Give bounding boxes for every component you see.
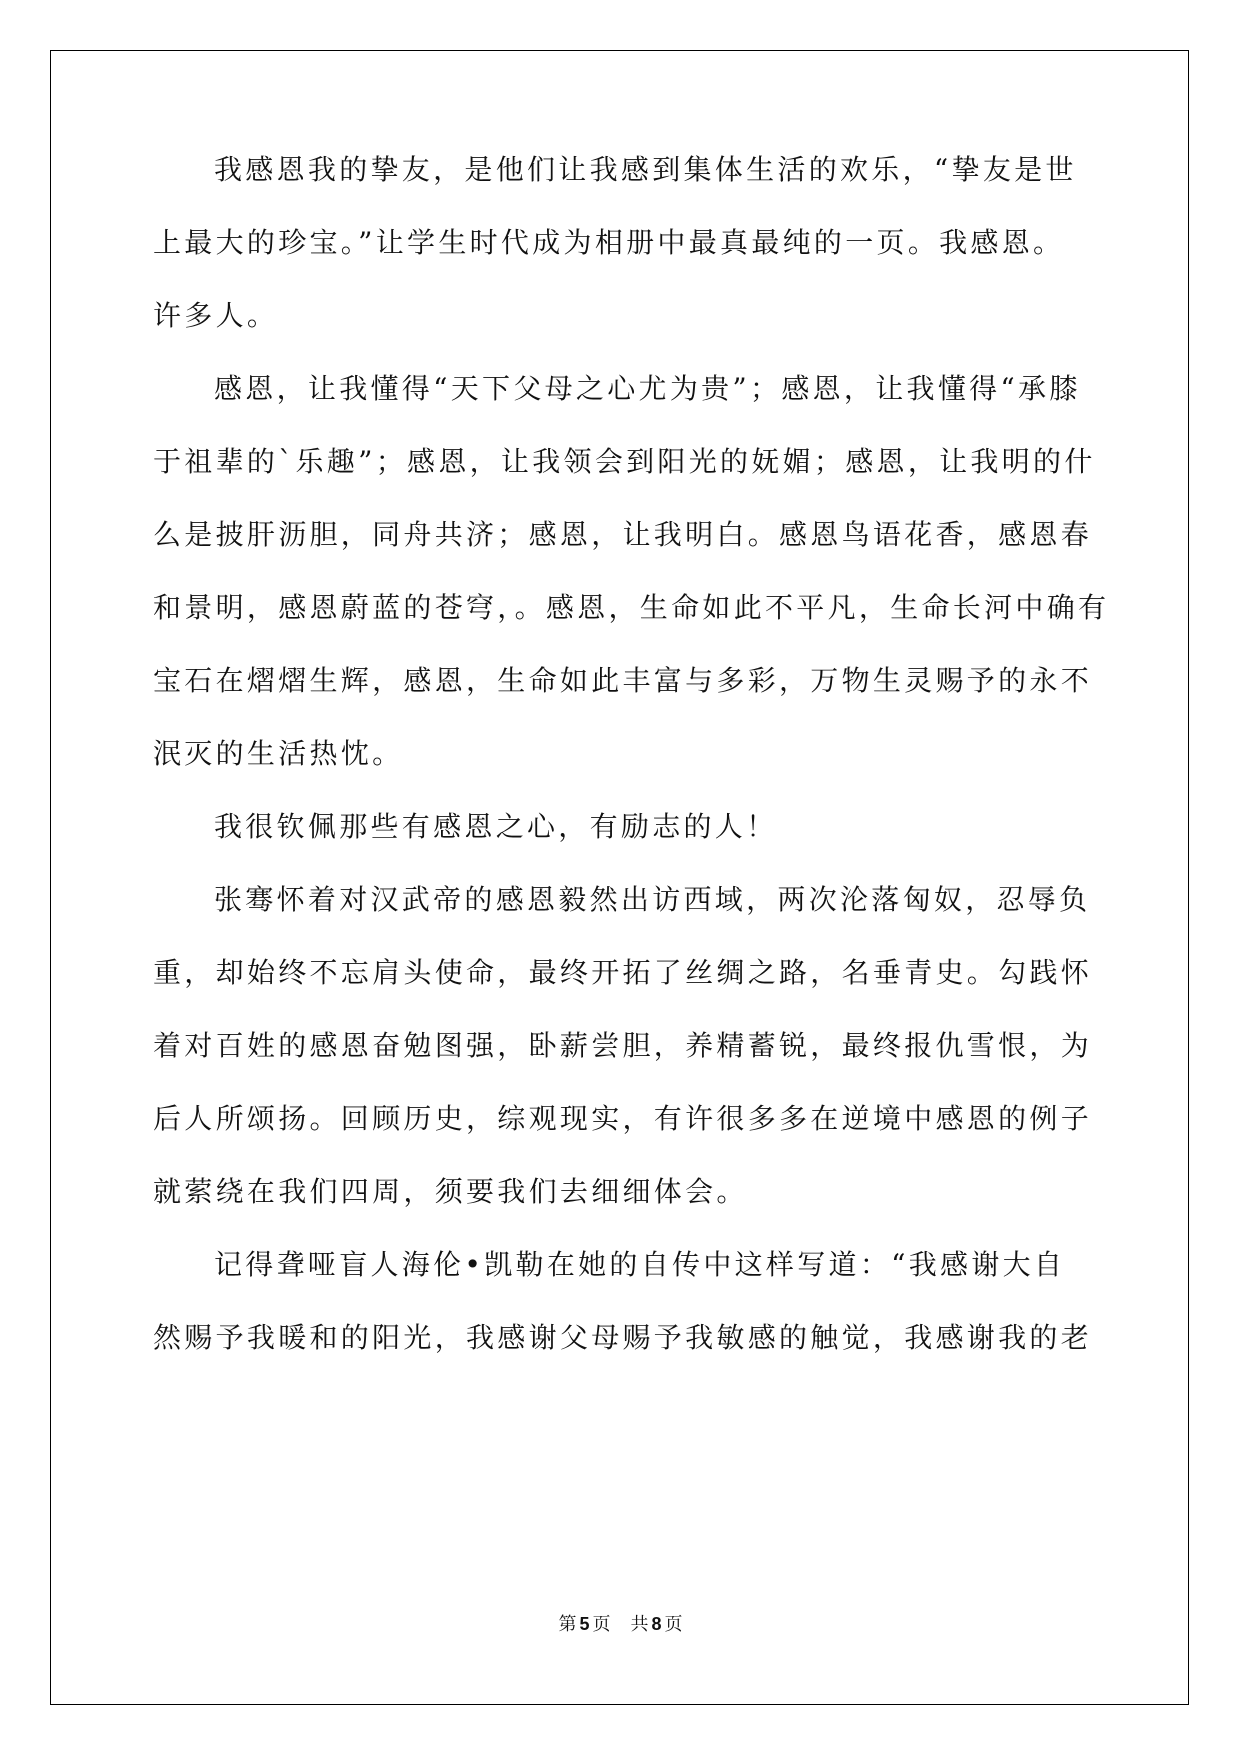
page-prefix: 第 bbox=[558, 1614, 577, 1635]
text-line: 和景明，感恩蔚蓝的苍穹，。感恩，生命如此不平凡，生命长河中确有 bbox=[153, 591, 1110, 624]
text-line: 么是披肝沥胆，同舟共济；感恩，让我明白。感恩鸟语花香，感恩春 bbox=[153, 518, 1093, 551]
text-line: 后人所颂扬。回顾历史，综观现实，有许很多多在逆境中感恩的例子 bbox=[153, 1102, 1093, 1135]
text-line: 我很钦佩那些有感恩之心，有励志的人！ bbox=[214, 810, 778, 843]
page-footer bbox=[0, 1612, 1241, 1637]
total-suffix: 页 bbox=[664, 1614, 683, 1635]
text-line: 我感恩我的挚友，是他们让我感到集体生活的欢乐，“挚友是世 bbox=[214, 153, 1077, 186]
text-line: 感恩，让我懂得“天下父母之心尤为贵”；感恩，让我懂得“承膝 bbox=[214, 372, 1081, 405]
text-line: 重，却始终不忘肩头使命，最终开拓了丝绸之路，名垂青史。勾践怀 bbox=[153, 956, 1093, 989]
text-line: 张骞怀着对汉武帝的感恩毅然出访西域，两次沦落匈奴，忍辱负 bbox=[214, 883, 1091, 916]
text-line: 就萦绕在我们四周，须要我们去细细体会。 bbox=[153, 1175, 748, 1208]
page-total: 8 bbox=[651, 1614, 662, 1634]
page-suffix: 页 bbox=[592, 1614, 611, 1635]
text-line: 泯灭的生活热忱。 bbox=[153, 737, 404, 770]
text-line: 于祖辈的`乐趣”；感恩，让我领会到阳光的妩媚；感恩，让我明的什 bbox=[153, 445, 1096, 478]
text-line: 记得聋哑盲人海伦•凯勒在她的自传中这样写道：“我感谢大自 bbox=[214, 1248, 1066, 1281]
text-line: 着对百姓的感恩奋勉图强，卧薪尝胆，养精蓄锐，最终报仇雪恨，为 bbox=[153, 1029, 1093, 1062]
text-line: 然赐予我暖和的阳光，我感谢父母赐予我敏感的触觉，我感谢我的老 bbox=[153, 1321, 1093, 1354]
total-prefix: 共 bbox=[630, 1614, 649, 1635]
page-number: 5 bbox=[579, 1614, 590, 1634]
text-line: 上最大的珍宝。”让学生时代成为相册中最真最纯的一页。我感恩。 bbox=[153, 226, 1065, 259]
text-line: 宝石在熠熠生辉，感恩，生命如此丰富与多彩，万物生灵赐予的永不 bbox=[153, 664, 1093, 697]
text-line: 许多人。 bbox=[153, 299, 279, 332]
